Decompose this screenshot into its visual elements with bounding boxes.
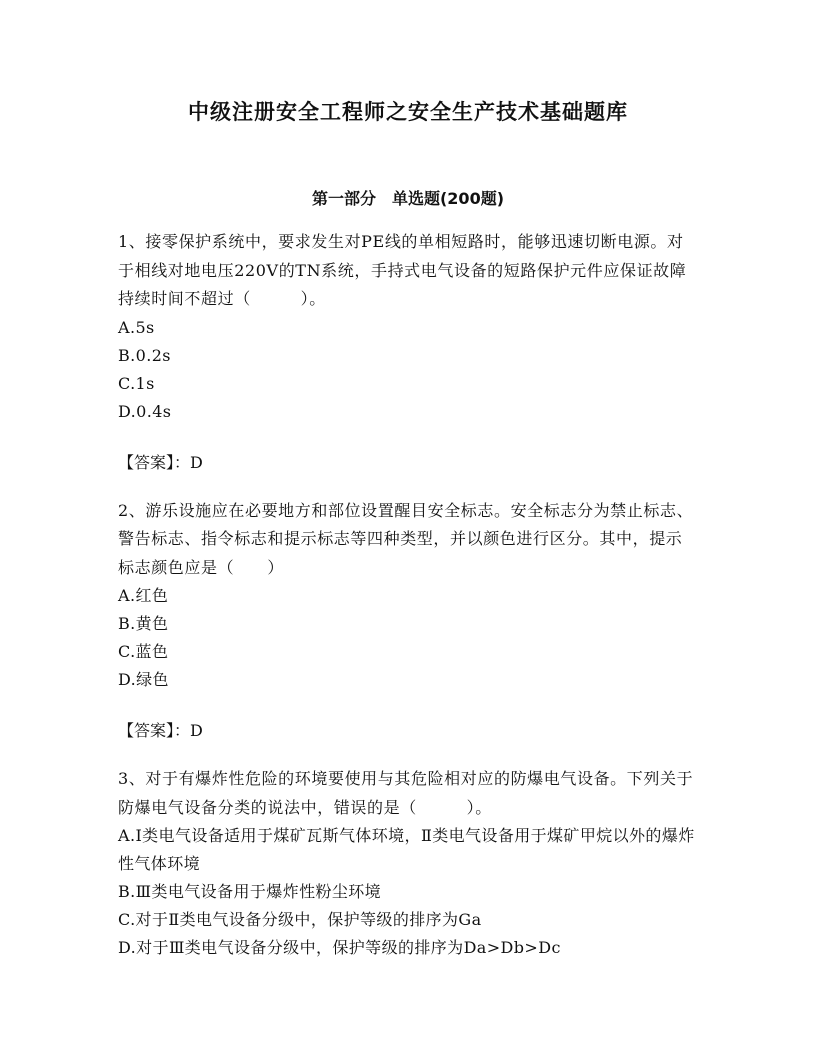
option-b: B.Ⅲ类电气设备用于爆炸性粉尘环境: [118, 882, 382, 901]
question-2: [118, 497, 698, 746]
question-stem: 2、游乐设施应在必要地方和部位设置醒目安全标志。安全标志分为禁止标志、警告标志、指令标志和提示标志等四种类型，并以颜色进行区分。其中，提示标志颜色应是（ ）: [118, 500, 694, 577]
question-stem: 3、对于有爆炸性危险的环境要使用与其危险相对应的防爆电气设备。下列关于防爆电气设备分类的说法中，错误的是（ ）。: [118, 769, 694, 817]
option-b: B.0.2s: [118, 345, 171, 365]
option-c: C.蓝色: [118, 642, 169, 661]
spacer: [118, 477, 698, 497]
answer-label: 【答案】：: [118, 721, 191, 740]
option-d: D.对于Ⅲ类电气设备分级中，保护等级的排序为Da>Db>Dc: [118, 938, 561, 957]
answer-value: D: [190, 452, 203, 472]
option-b: B.黄色: [118, 614, 169, 633]
option-a: A.Ⅰ类电气设备适用于煤矿瓦斯气体环境，Ⅱ类电气设备用于煤矿甲烷以外的爆炸性气体环境: [118, 826, 695, 873]
answer-value: D: [190, 721, 203, 740]
answer-line: [118, 717, 698, 745]
answer-line: [118, 449, 698, 477]
option-c: C.对于Ⅱ类电气设备分级中，保护等级的排序为Ga: [118, 910, 482, 929]
option-a: A.5s: [118, 317, 155, 337]
answer-label: 【答案】：: [118, 452, 191, 472]
option-d: D.绿色: [118, 670, 169, 689]
option-c: C.1s: [118, 373, 155, 393]
section-heading: 第一部分 单选题(200题): [311, 189, 505, 208]
question-3: [118, 765, 698, 962]
spacer: [118, 745, 698, 765]
option-a: A.红色: [118, 586, 169, 605]
question-list: [118, 228, 698, 962]
document-title: 中级注册安全工程师之安全生产技术基础题库: [188, 100, 628, 124]
option-d: D.0.4s: [118, 401, 172, 421]
question-1: [118, 228, 698, 477]
question-stem: 1、接零保护系统中，要求发生对PE线的单相短路时，能够迅速切断电源。对于相线对地电压220V的TN系统，手持式电气设备的短路保护元件应保证故障持续时间不超过（ ）。: [118, 232, 687, 308]
